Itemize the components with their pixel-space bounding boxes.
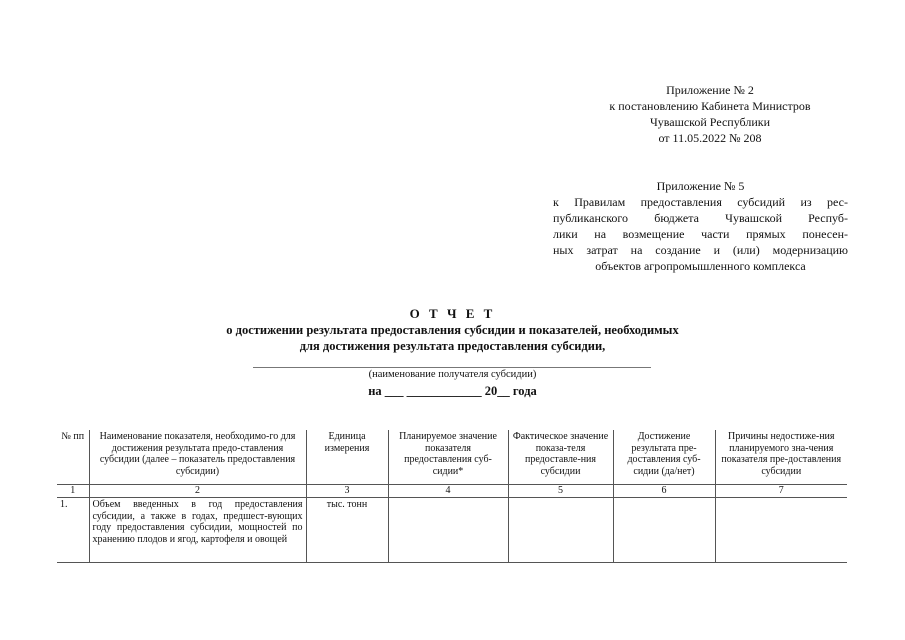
header-cell-unit: Единица измерения xyxy=(306,430,388,485)
column-number: 5 xyxy=(508,485,613,498)
report-title: О Т Ч Е Т xyxy=(409,306,496,321)
header-cell-indicator-name: Наименование показателя, необходимо-го для достижения результата предо-ставления субсидии (далее – показатель предоставления субсидии) xyxy=(89,430,306,485)
column-number: 6 xyxy=(613,485,715,498)
column-number: 3 xyxy=(306,485,388,498)
table-row xyxy=(57,498,847,563)
appendix-5-line: публиканского бюджета Чувашской Респуб- xyxy=(553,211,848,225)
report-date-line: на ___ ____________ 20__ года xyxy=(368,384,537,398)
appendix-2-line: от 11.05.2022 № 208 xyxy=(658,131,762,145)
report-subtitle-line: о достижении результата предоставления субсидии и показателей, необходимых xyxy=(226,323,679,337)
header-cell-number: № пп xyxy=(57,430,89,485)
recipient-name-label: (наименование получателя субсидии) xyxy=(368,369,537,380)
row-number: 1. xyxy=(57,498,89,563)
recipient-name-line xyxy=(253,367,651,368)
header-cell-achievement: Достижение результата пре-доставления суб-сидии (да/нет) xyxy=(613,430,715,485)
report-table xyxy=(57,430,847,563)
row-unit: тыс. тонн xyxy=(306,498,388,563)
column-number: 4 xyxy=(388,485,508,498)
header-cell-reasons: Причины недостиже-ния планируемого зна-чения показателя пре-доставления субсидии xyxy=(715,430,847,485)
appendix-2-line: к постановлению Кабинета Министров xyxy=(609,99,811,113)
row-reasons[interactable] xyxy=(715,498,847,563)
appendix-5-block xyxy=(553,178,848,274)
row-achievement[interactable] xyxy=(613,498,715,563)
appendix-2-line: Приложение № 2 xyxy=(666,83,754,97)
column-number-row xyxy=(57,485,847,498)
column-number: 7 xyxy=(715,485,847,498)
appendix-5-line: ных затрат на создание и (или) модернизацию xyxy=(553,243,848,257)
header-cell-actual-value: Фактическое значение показа-теля предоставле-ния субсидии xyxy=(508,430,613,485)
appendix-5-line: Приложение № 5 xyxy=(656,179,745,193)
appendix-5-line: к Правилам предоставления субсидий из рес- xyxy=(553,195,848,209)
appendix-5-line: объектов агропромышленного комплекса xyxy=(595,259,806,273)
report-subtitle xyxy=(0,322,905,354)
appendix-5-line: лики на возмещение части прямых понесен- xyxy=(553,227,848,241)
row-planned-value[interactable] xyxy=(388,498,508,563)
row-indicator-name: Объем введенных в год предоставления субсидии, а также в годах, предшест-вующих году предоставления субсидии, мощностей по хранению плодов и ягод, картофеля и овощей xyxy=(89,498,306,563)
appendix-2-block xyxy=(560,82,860,146)
report-subtitle-line: для достижения результата предоставления субсидии, xyxy=(299,339,606,353)
appendix-2-line: Чувашской Республики xyxy=(649,115,771,129)
header-cell-planned-value: Планируемое значение показателя предоставления суб-сидии* xyxy=(388,430,508,485)
row-actual-value[interactable] xyxy=(508,498,613,563)
column-number: 1 xyxy=(57,485,89,498)
column-number: 2 xyxy=(89,485,306,498)
table-header-row xyxy=(57,430,847,485)
